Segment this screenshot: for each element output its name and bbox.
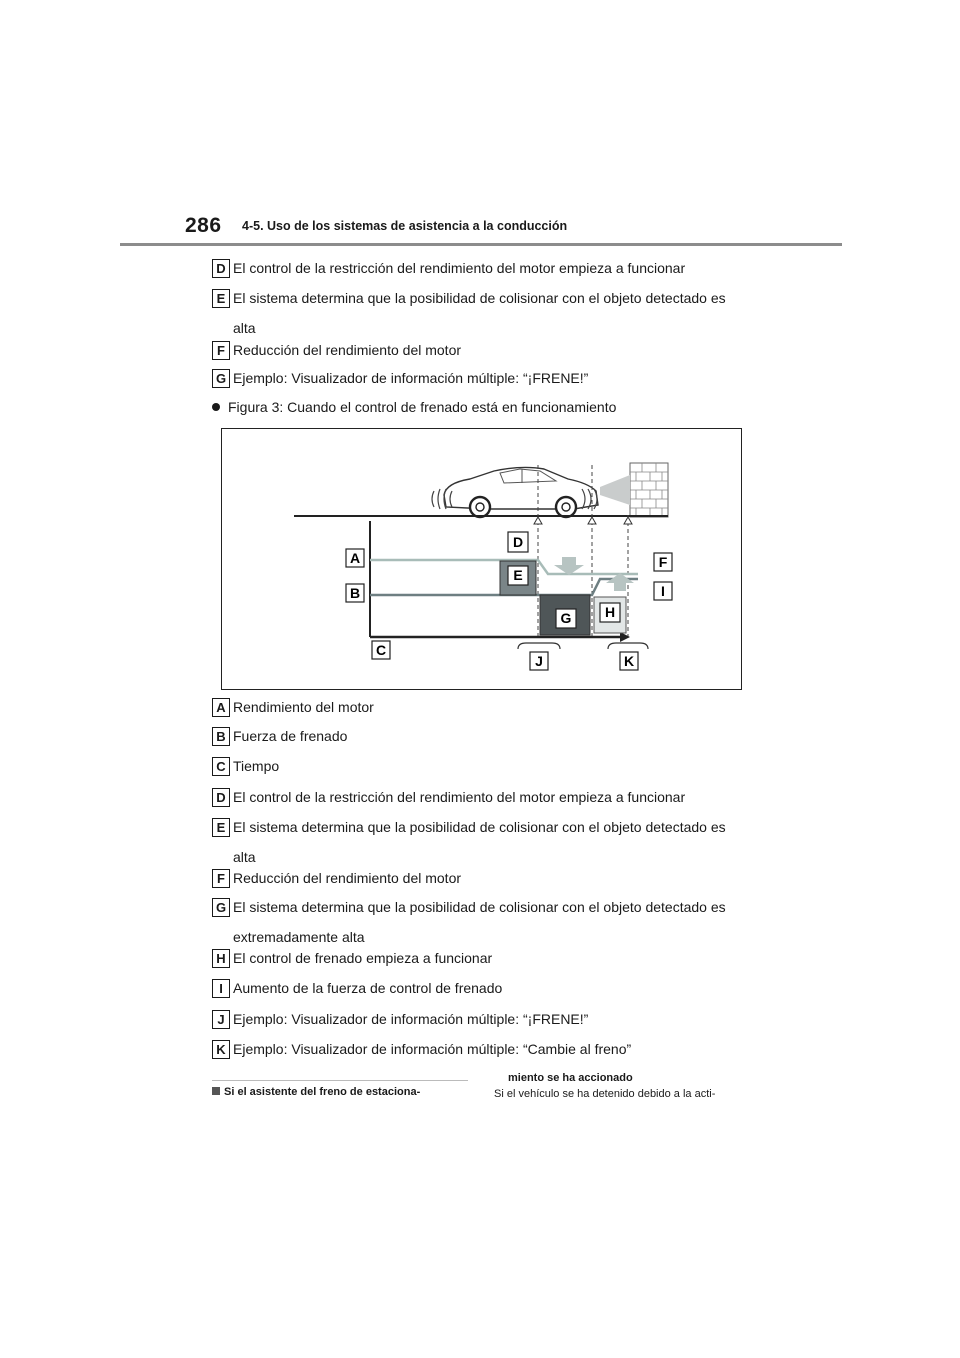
list-item [212,257,752,279]
label-b: B [349,585,361,601]
item-text-continued: extremadamente alta [233,929,365,945]
item-text: El control de la restricción del rendimiento del motor empieza a funcionar [233,260,686,276]
brace-j [518,643,560,649]
item-text-continued: alta [233,849,256,865]
label-badge: G [212,369,230,388]
legend-item [212,896,752,948]
legend-item [212,696,752,718]
label-badge: D [212,259,230,278]
label-g: G [560,610,572,626]
legend-item [212,1038,752,1060]
legend-item [212,816,752,868]
brace-k [608,643,648,649]
label-badge: D [212,788,230,807]
item-text: Aumento de la fuerza de control de frenado [233,980,503,996]
label-badge: F [212,341,230,360]
item-text: El sistema determina que la posibilidad de colisionar con el objeto detectado es [233,290,726,306]
page-number: 286 [185,214,222,237]
item-text: Reducción del rendimiento del motor [233,342,462,358]
legend-item [212,977,752,999]
label-badge: F [212,869,230,888]
label-i: I [661,583,665,599]
square-bullet-icon [212,1087,220,1095]
reduction-arrow-icon [554,557,584,575]
label-badge: K [212,1040,230,1059]
footer-heading [212,1086,420,1098]
label-a: A [349,550,361,566]
page-header [0,0,960,250]
header-divider [120,243,842,246]
label-badge: B [212,727,230,746]
item-text-continued: alta [233,320,256,336]
footer-right-text: Si el vehículo se ha detenido debido a la acti- [494,1088,716,1100]
label-c: C [375,642,387,658]
label-e: E [513,567,523,583]
car-icon [432,467,598,517]
brick-wall-icon [630,463,668,517]
item-text: Reducción del rendimiento del motor [233,870,462,886]
footer-right-title: miento se ha accionado [508,1072,633,1084]
item-text: Fuerza de frenado [233,728,348,744]
item-text: Ejemplo: Visualizador de información múltiple: “Cambie al freno” [233,1041,632,1057]
item-text: Tiempo [233,758,280,774]
figure-caption [212,396,616,418]
diagram-svg [222,429,741,689]
list-item [212,287,752,339]
label-badge: E [212,818,230,837]
list-item [212,339,752,361]
item-text: El sistema determina que la posibilidad de colisionar con el objeto detectado es [233,819,726,835]
sensor-beam-icon [600,475,630,505]
label-f: F [658,554,668,570]
footer-divider [212,1080,468,1081]
item-text: El control de frenado empieza a funcionar [233,950,493,966]
marker-triangles [534,517,632,524]
label-badge: J [212,1010,230,1029]
legend-item [212,786,752,808]
legend-item [212,755,752,777]
label-badge: A [212,698,230,717]
section-title: 4-5. Uso de los sistemas de asistencia a la conducción [242,219,568,233]
increase-arrow-icon [606,573,634,591]
label-badge: G [212,898,230,917]
legend-item [212,867,752,889]
label-badge: I [212,979,230,998]
label-j: J [535,653,543,669]
legend-item [212,725,752,747]
legend-item [212,1008,752,1030]
item-text: El sistema determina que la posibilidad de colisionar con el objeto detectado es [233,899,726,915]
legend-item [212,947,752,969]
item-text: Ejemplo: Visualizador de información múltiple: “¡FRENE!” [233,370,589,386]
footer-heading-text: Si el asistente del freno de estaciona- [224,1086,421,1098]
figure-caption-text: Figura 3: Cuando el control de frenado está en funcionamiento [228,399,617,415]
label-badge: H [212,949,230,968]
label-badge: C [212,757,230,776]
label-d: D [512,534,524,550]
label-h: H [604,604,616,620]
label-k: K [623,653,635,669]
item-text: El control de la restricción del rendimiento del motor empieza a funcionar [233,789,686,805]
label-badge: E [212,289,230,308]
list-item [212,367,752,389]
item-text: Ejemplo: Visualizador de información múltiple: “¡FRENE!” [233,1011,589,1027]
item-text: Rendimiento del motor [233,699,374,715]
braking-diagram [221,428,742,690]
bullet-dot-icon [212,403,220,411]
